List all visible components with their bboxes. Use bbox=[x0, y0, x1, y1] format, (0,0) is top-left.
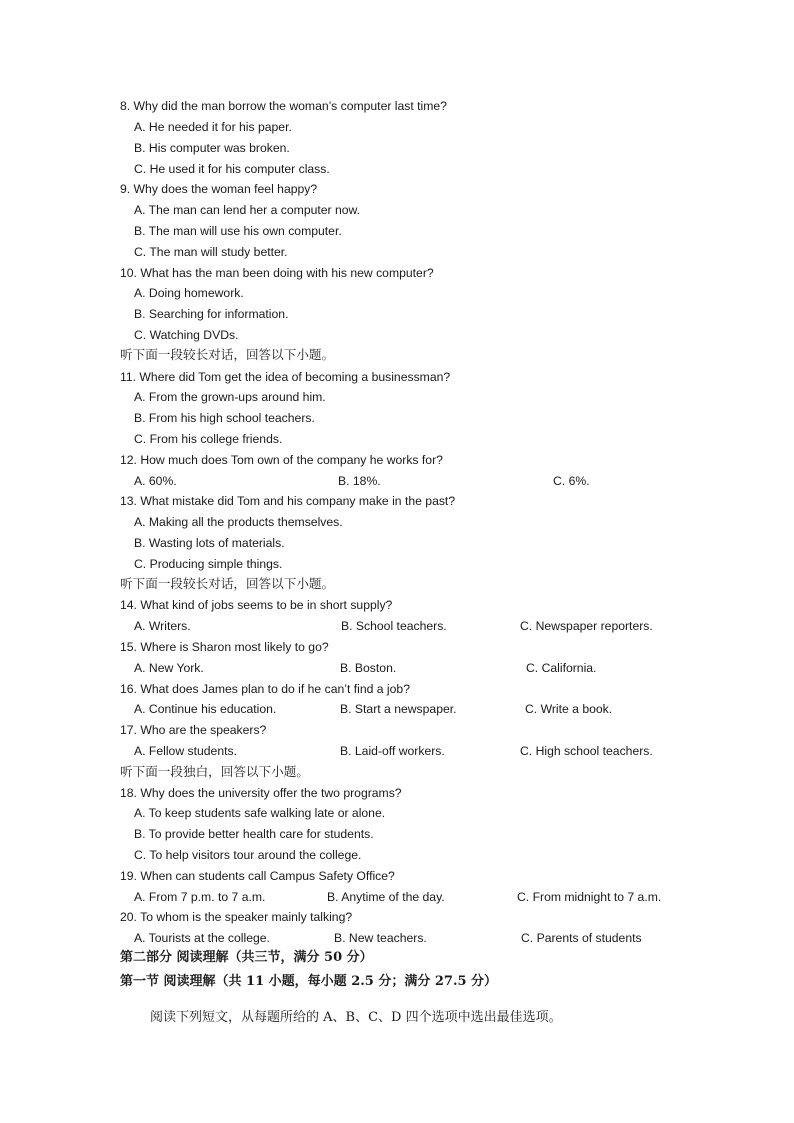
option-10b: B. Searching for information. bbox=[134, 307, 289, 321]
option-16b: B. Start a newspaper. bbox=[340, 702, 457, 716]
option-12a: A. 60%. bbox=[134, 474, 177, 488]
option-20b: B. New teachers. bbox=[334, 931, 427, 945]
question-14: 14. What kind of jobs seems to be in short supply? bbox=[120, 598, 393, 612]
option-16a: A. Continue his education. bbox=[134, 702, 277, 716]
option-9b: B. The man will use his own computer. bbox=[134, 224, 342, 238]
part2-heading: 第二部分 阅读理解（共三节，满分 50 分） bbox=[120, 950, 373, 965]
reading-instruction: 阅读下列短文，从每题所给的 A、B、C、D 四个选项中选出最佳选项。 bbox=[150, 1010, 562, 1025]
option-14b: B. School teachers. bbox=[341, 619, 447, 633]
option-11c: C. From his college friends. bbox=[134, 432, 283, 446]
question-17: 17. Who are the speakers? bbox=[120, 723, 267, 737]
option-14c: C. Newspaper reporters. bbox=[520, 619, 653, 633]
question-11: 11. Where did Tom get the idea of becoming a businessman? bbox=[120, 370, 451, 384]
option-18a: A. To keep students safe walking late or alone. bbox=[134, 806, 386, 820]
option-19b: B. Anytime of the day. bbox=[327, 890, 445, 904]
option-10a: A. Doing homework. bbox=[134, 286, 244, 300]
question-10: 10. What has the man been doing with his new computer? bbox=[120, 266, 434, 280]
option-12b: B. 18%. bbox=[338, 474, 381, 488]
option-8b: B. His computer was broken. bbox=[134, 141, 290, 155]
option-11a: A. From the grown-ups around him. bbox=[134, 390, 326, 404]
option-9c: C. The man will study better. bbox=[134, 245, 288, 259]
option-17a: A. Fellow students. bbox=[134, 744, 237, 758]
question-18: 18. Why does the university offer the two programs? bbox=[120, 786, 402, 800]
option-12c: C. 6%. bbox=[553, 474, 590, 488]
question-8: 8. Why did the man borrow the woman’s computer last time? bbox=[120, 99, 447, 113]
option-8a: A. He needed it for his paper. bbox=[134, 120, 292, 134]
question-15: 15. Where is Sharon most likely to go? bbox=[120, 640, 329, 654]
option-11b: B. From his high school teachers. bbox=[134, 411, 315, 425]
option-15c: C. California. bbox=[526, 661, 597, 675]
option-17c: C. High school teachers. bbox=[520, 744, 653, 758]
option-14a: A. Writers. bbox=[134, 619, 191, 633]
instruction-monologue: 听下面一段独白，回答以下小题。 bbox=[120, 764, 309, 779]
option-13c: C. Producing simple things. bbox=[134, 557, 283, 571]
question-12: 12. How much does Tom own of the company he works for? bbox=[120, 453, 443, 467]
option-19a: A. From 7 p.m. to 7 a.m. bbox=[134, 890, 266, 904]
question-13: 13. What mistake did Tom and his company make in the past? bbox=[120, 494, 456, 508]
question-19: 19. When can students call Campus Safety Office? bbox=[120, 869, 395, 883]
option-8c: C. He used it for his computer class. bbox=[134, 162, 330, 176]
question-9: 9. Why does the woman feel happy? bbox=[120, 182, 318, 196]
option-19c: C. From midnight to 7 a.m. bbox=[517, 890, 662, 904]
option-17b: B. Laid-off workers. bbox=[340, 744, 445, 758]
option-18b: B. To provide better health care for students. bbox=[134, 827, 374, 841]
option-15b: B. Boston. bbox=[340, 661, 397, 675]
question-20: 20. To whom is the speaker mainly talking? bbox=[120, 910, 353, 924]
instruction-long-dialogue: 听下面一段较长对话，回答以下小题。 bbox=[120, 347, 335, 362]
option-20c: C. Parents of students bbox=[521, 931, 642, 945]
instruction-long-dialogue: 听下面一段较长对话，回答以下小题。 bbox=[120, 576, 335, 591]
option-16c: C. Write a book. bbox=[525, 702, 613, 716]
option-10c: C. Watching DVDs. bbox=[134, 328, 239, 342]
option-13b: B. Wasting lots of materials. bbox=[134, 536, 285, 550]
option-18c: C. To help visitors tour around the college. bbox=[134, 848, 362, 862]
section1-heading: 第一节 阅读理解（共 11 小题，每小题 2.5 分；满分 27.5 分） bbox=[120, 974, 498, 989]
option-13a: A. Making all the products themselves. bbox=[134, 515, 343, 529]
option-20a: A. Tourists at the college. bbox=[134, 931, 270, 945]
question-16: 16. What does James plan to do if he can’t find a job? bbox=[120, 682, 410, 696]
option-9a: A. The man can lend her a computer now. bbox=[134, 203, 361, 217]
option-15a: A. New York. bbox=[134, 661, 204, 675]
